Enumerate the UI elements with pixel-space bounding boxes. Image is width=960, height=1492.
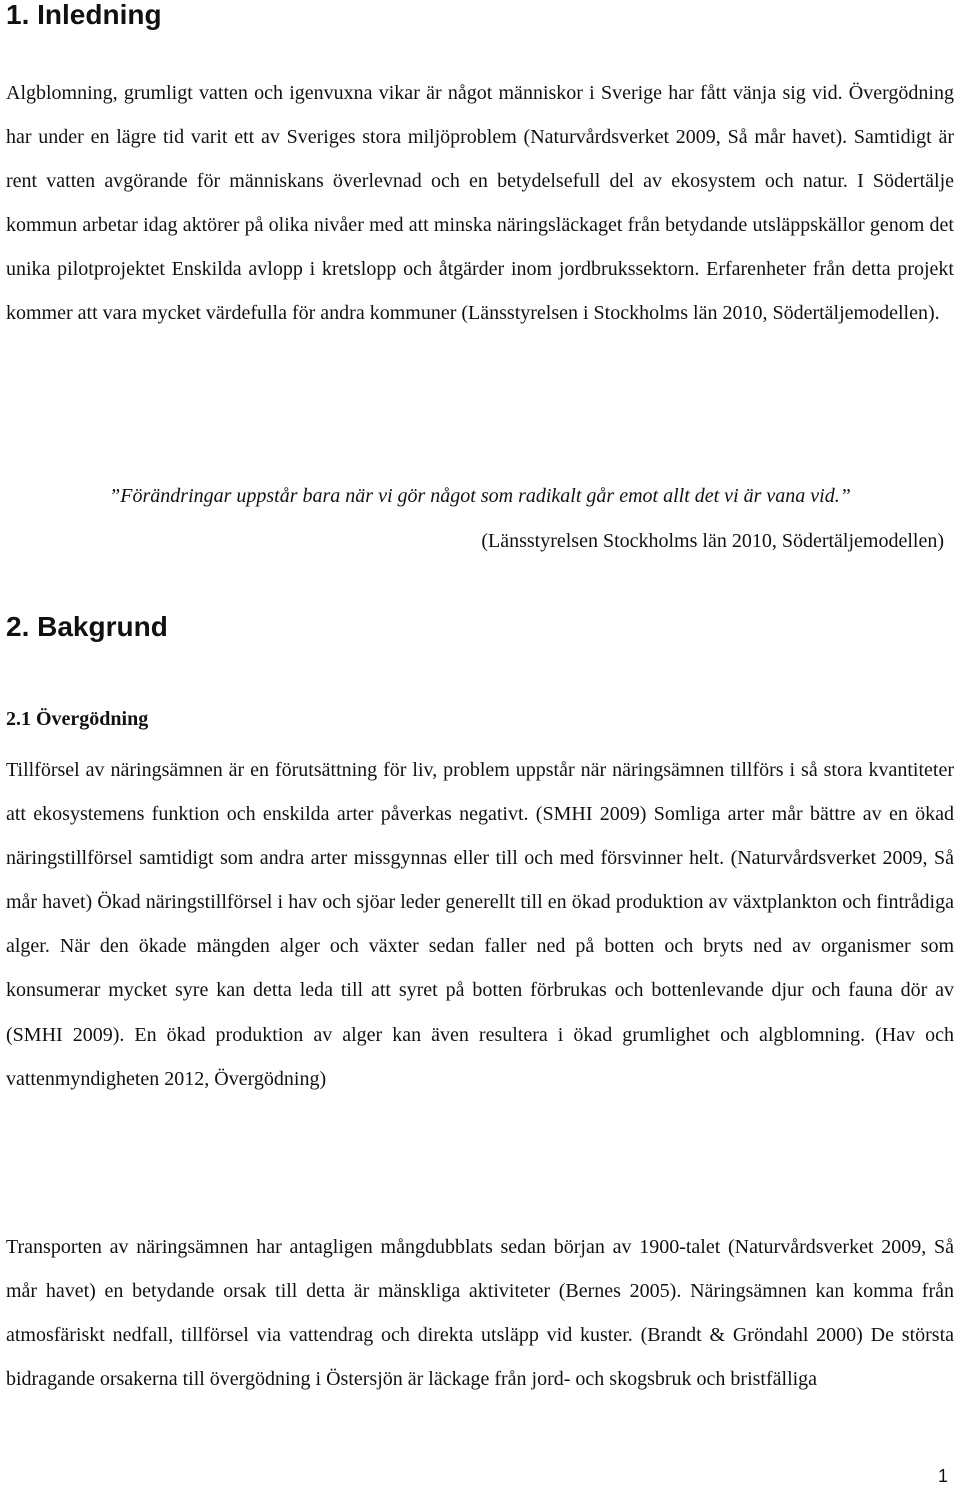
- subsection-heading-overgodning: 2.1 Övergödning: [6, 708, 149, 730]
- quote-text: ”Förändringar uppstår bara när vi gör något som radikalt går emot allt det vi är vana vid.”: [109, 485, 851, 507]
- quote-reference: (Länsstyrelsen Stockholms län 2010, Södertäljemodellen): [481, 530, 944, 552]
- section-heading-inledning: 1. Inledning: [6, 0, 162, 30]
- overgodning-paragraph: Tillförsel av näringsämnen är en förutsättning för liv, problem uppstår när näringsämnen tillförs i så stora kvantiteter att ekosystemens funktion och enskilda arter påverkas negativt. (SMHI 2009) Somliga arter mår bättre av en ökad näringstillförsel samtidigt som andra arter missgynnas eller till och med försvinner helt. (Naturvårdsverket 2009, Så mår havet) Ökad näringstillförsel i hav och sjöar leder generellt till en ökad produktion av växtplankton och fintrådiga alger. När den ökade mängden alger och växter sedan faller ned på botten och bryts ned av organismer som konsumerar mycket syre kan detta leda till att syret på botten förbrukas och bottenlevande djur och fauna dör av (SMHI 2009). En ökad produktion av alger kan även resultera i ökad grumlighet och algblomning. (Hav och vattenmyndigheten 2012, Övergödning): [6, 759, 954, 1090]
- page-number: 1: [937, 1466, 948, 1486]
- transport-paragraph: Transporten av näringsämnen har antagligen mångdubblats sedan början av 1900-talet (Naturvårdsverket 2009, Så mår havet) en betydande orsak till detta är mänskliga aktiviteter (Bernes 2005). Näringsämnen kan komma från atmosfäriskt nedfall, tillförsel via vattendrag och direkta utsläpp vid kuster. (Brandt & Gröndahl 2000) De största bidragande orsakerna till övergödning i Östersjön är läckage från jord- och skogsbruk och bristfälliga: [6, 1236, 954, 1391]
- intro-paragraph: Algblomning, grumligt vatten och igenvuxna vikar är något människor i Sverige har fått vänja sig vid. Övergödning har under en lägre tid varit ett av Sveriges stora miljöproblem (Naturvårdsverket 2009, Så mår havet). Samtidigt är rent vatten avgörande för människans överlevnad och en betydelsefull del av ekosystem och natur. I Södertälje kommun arbetar idag aktörer på olika nivåer med att minska näringsläckaget från betydande utsläppskällor genom det unika pilotprojektet Enskilda avlopp i kretslopp och åtgärder inom jordbrukssektorn. Erfarenheter från detta projekt kommer att vara mycket värdefulla för andra kommuner (Länsstyrelsen i Stockholms län 2010, Södertäljemodellen).: [6, 82, 954, 325]
- section-heading-bakgrund: 2. Bakgrund: [6, 611, 168, 642]
